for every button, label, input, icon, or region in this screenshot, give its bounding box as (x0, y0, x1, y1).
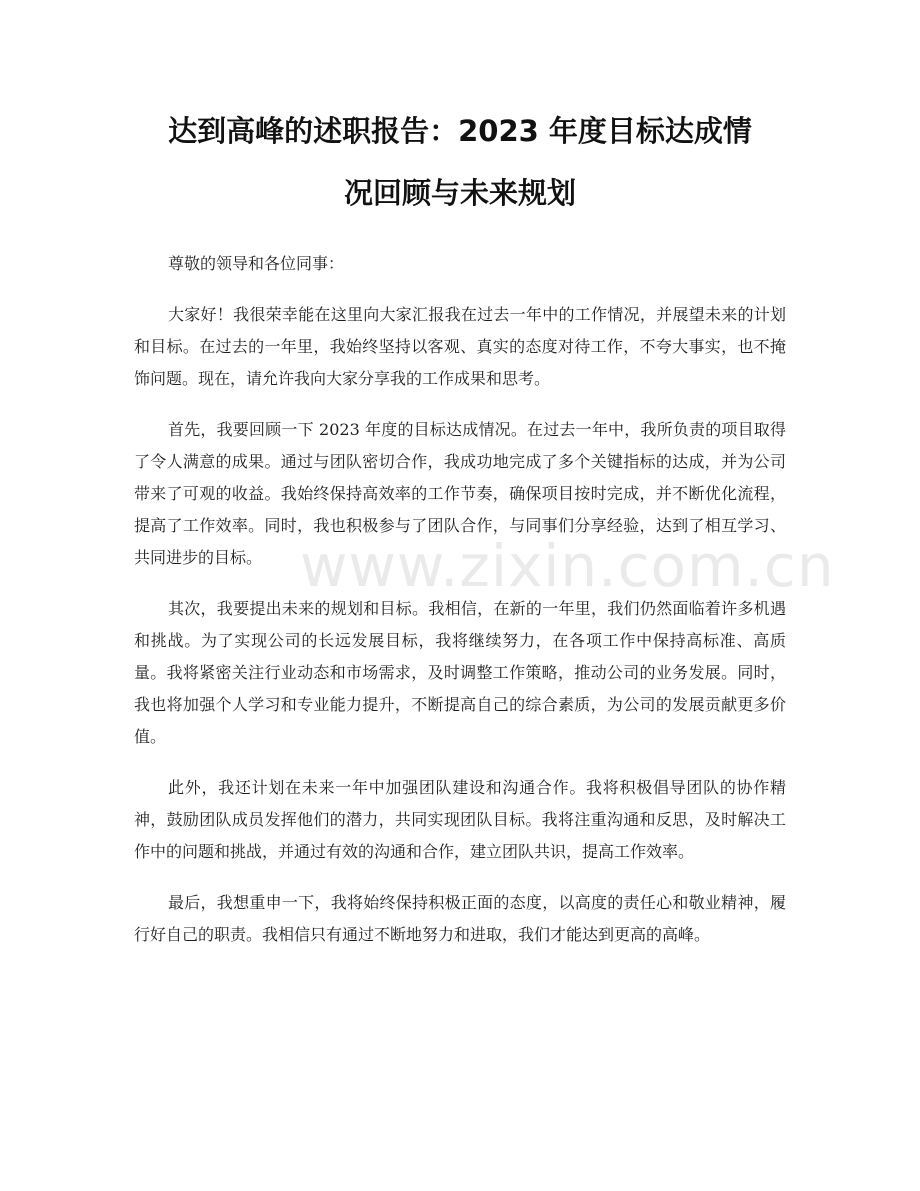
paragraph-closing: 最后，我想重申一下，我将始终保持积极正面的态度，以高度的责任心和敬业精神，履行好自己的职责。我相信只有通过不断地努力和进取，我们才能达到更高的高峰。 (134, 893, 786, 944)
paragraph-review: 首先，我要回顾一下 2023 年度的目标达成情况。在过去一年中，我所负责的项目取得了令人满意的成果。通过与团队密切合作，我成功地完成了多个关键指标的达成，并为公司带来了可观的收益。我始终保持高效率的工作节奏，确保项目按时完成，并不断优化流程，提高了工作效率。同时，我也积极参与了团队合作，与同事们分享经验，达到了相互学习、共同进步的目标。 (134, 420, 786, 567)
document-title (108, 100, 812, 224)
paragraph-plans: 其次，我要提出未来的规划和目标。我相信，在新的一年里，我们仍然面临着许多机遇和挑战。为了实现公司的长远发展目标，我将继续努力，在各项工作中保持高标准、高质量。我将紧密关注行业动态和市场需求，及时调整工作策略，推动公司的业务发展。同时，我也将加强个人学习和专业能力提升，不断提高自己的综合素质，为公司的发展贡献更多价值。 (134, 599, 786, 746)
document-body (134, 248, 835, 970)
title-line-1: 达到高峰的述职报告：2023 年度目标达成情 (168, 114, 752, 148)
paragraph-teamwork: 此外，我还计划在未来一年中加强团队建设和沟通合作。我将积极倡导团队的协作精神，鼓励团队成员发挥他们的潜力，共同实现团队目标。我将注重沟通和反思，及时解决工作中的问题和挑战，并通过有效的沟通和合作，建立团队共识，提高工作效率。 (134, 778, 786, 861)
greeting: 尊敬的领导和各位同事： (168, 254, 345, 273)
watermark: www.zixin.com.cn (300, 532, 835, 600)
title-line-2: 况回顾与未来规划 (343, 176, 576, 210)
paragraph-opening: 大家好！我很荣幸能在这里向大家汇报我在过去一年中的工作情况，并展望未来的计划和目标。在过去的一年里，我始终坚持以客观、真实的态度对待工作，不夸大事实，也不掩饰问题。现在，请允许我向大家分享我的工作成果和思考。 (134, 305, 786, 388)
